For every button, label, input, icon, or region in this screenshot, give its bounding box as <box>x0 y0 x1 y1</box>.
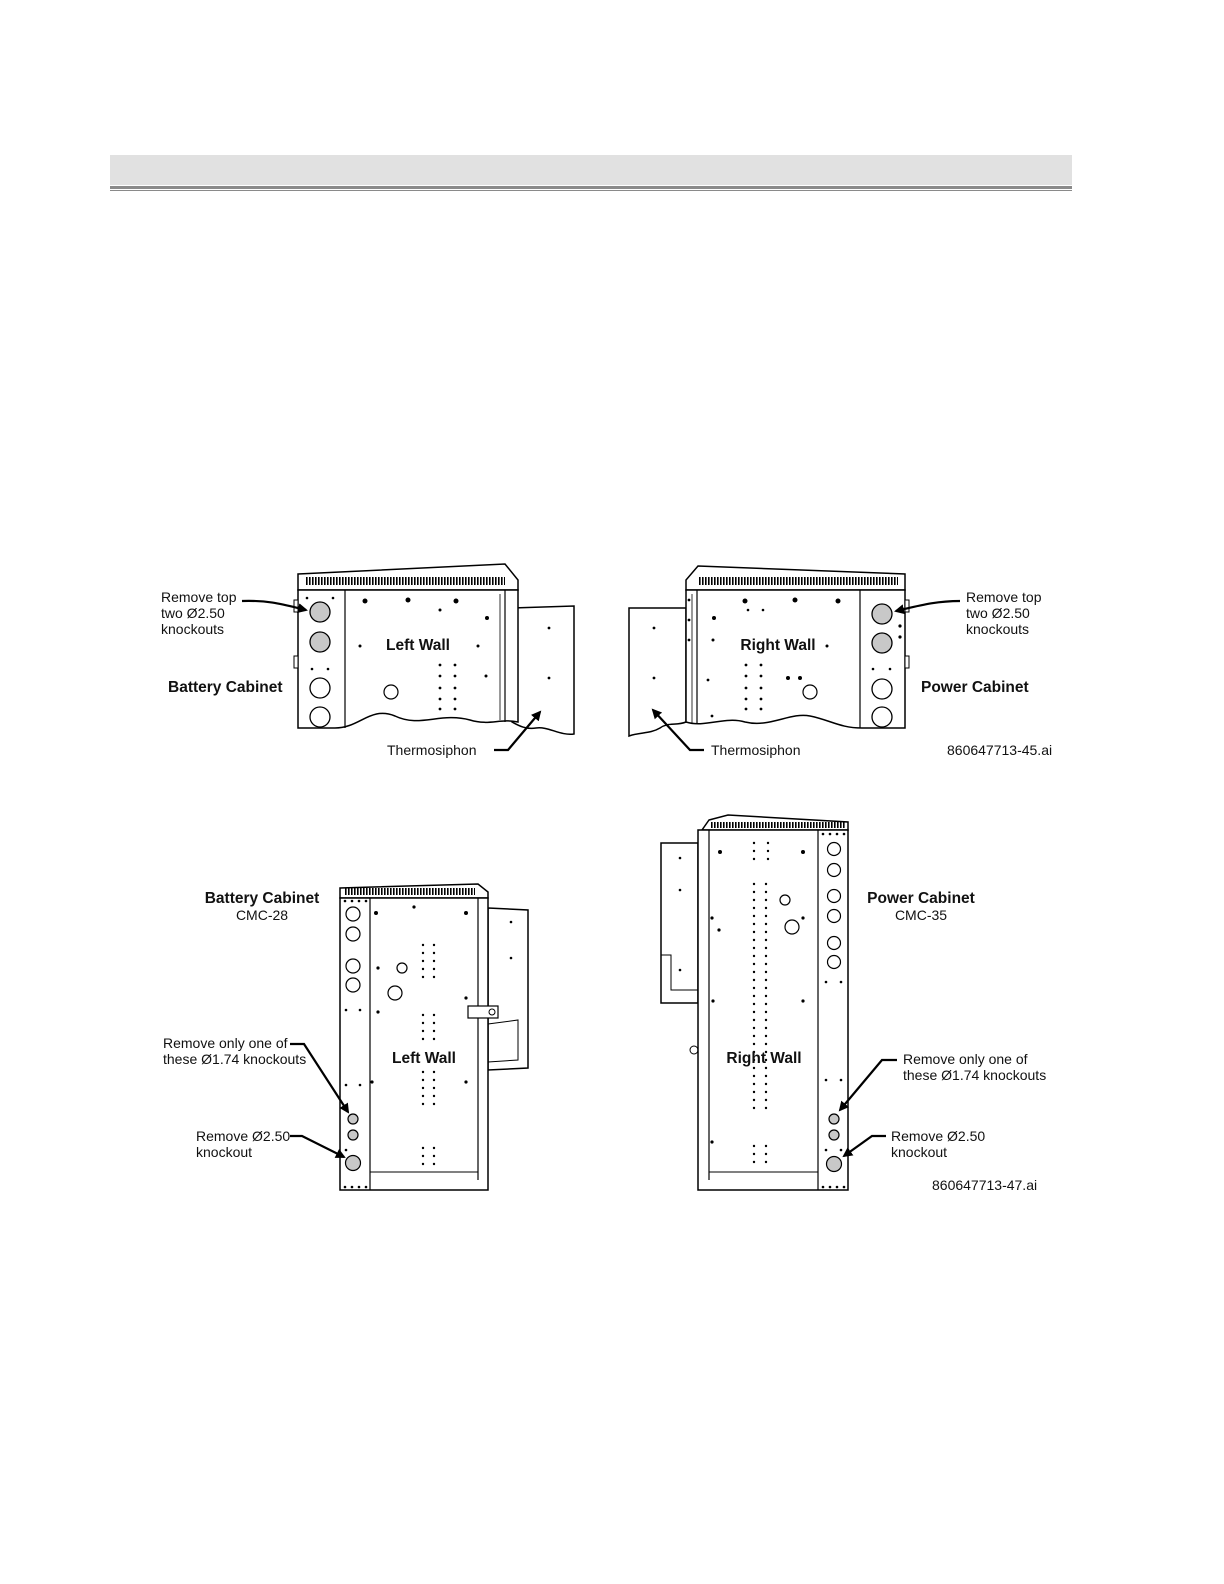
bolt-hole-dot <box>753 963 755 965</box>
bolt-hole-dot <box>765 947 767 949</box>
bolt-hole-dot <box>753 1019 755 1021</box>
bolt-hole-dot <box>753 1161 755 1163</box>
bolt-hole-dot <box>753 1083 755 1085</box>
bolt-hole-dot <box>765 1107 767 1109</box>
bottom-right-wall-label: Right Wall <box>726 1050 802 1067</box>
bolt-hole-dot <box>765 1161 767 1163</box>
bottom-right-cabinet-label: Power Cabinet <box>867 890 975 907</box>
top-left-wall-label: Left Wall <box>385 637 451 654</box>
bolt-hole-dot <box>765 891 767 893</box>
bolt-hole-dot <box>765 971 767 973</box>
bolt-hole-dot <box>753 987 755 989</box>
bolt-hole-dot <box>765 955 767 957</box>
top-figure-id: 860647713-45.ai <box>947 742 1053 758</box>
top-left-cabinet-label: Battery Cabinet <box>168 679 283 696</box>
bolt-hole-dot <box>765 1067 767 1069</box>
bolt-hole-dot <box>753 1145 755 1147</box>
bolt-hole-dot <box>765 987 767 989</box>
bottom-right-single-callout-line1: Remove Ø2.50 <box>891 1128 986 1144</box>
top-right-wall-label: Right Wall <box>740 637 816 654</box>
bolt-hole-dot <box>753 939 755 941</box>
bolt-hole-dot <box>753 1153 755 1155</box>
bolt-hole-dot <box>765 963 767 965</box>
bottom-right-single-callout-line2: knockout <box>891 1144 948 1160</box>
bottom-left-cabinet-drawing <box>340 884 528 1190</box>
top-left-knockout-callout-line3: knockouts <box>161 621 225 637</box>
top-right-thermosiphon-label: Thermosiphon <box>711 742 801 758</box>
bolt-hole-dot <box>753 907 755 909</box>
bottom-left-single-callout-line2: knockout <box>196 1144 253 1160</box>
bolt-hole-dot <box>765 995 767 997</box>
bolt-hole-dot <box>753 979 755 981</box>
bolt-hole-dot <box>753 923 755 925</box>
bolt-hole-dot <box>765 883 767 885</box>
bottom-figure-id: 860647713-47.ai <box>932 1177 1038 1193</box>
bolt-hole-dot <box>765 1153 767 1155</box>
top-left-knockout-callout-line1: Remove top <box>161 589 237 605</box>
bolt-hole-dot <box>753 1011 755 1013</box>
bolt-hole-dot <box>753 883 755 885</box>
bottom-right-single-arrow <box>844 1136 886 1156</box>
bottom-right-cabinet-model: CMC-35 <box>894 907 948 923</box>
bolt-hole-dot <box>765 1075 767 1077</box>
bottom-right-cabinet-drawing <box>661 815 848 1190</box>
bolt-hole-dot <box>765 1035 767 1037</box>
bottom-left-cabinet-label: Battery Cabinet <box>204 890 320 907</box>
bolt-hole-dot <box>753 1027 755 1029</box>
bolt-hole-dot <box>765 1011 767 1013</box>
bolt-hole-dot <box>753 1035 755 1037</box>
bolt-hole-dot <box>753 971 755 973</box>
bolt-hole-dot <box>765 899 767 901</box>
top-left-thermosiphon-label: Thermosiphon <box>387 742 477 758</box>
bolt-hole-dot <box>765 907 767 909</box>
top-right-cabinet-label: Power Cabinet <box>921 679 1029 696</box>
bolt-hole-dot <box>753 1091 755 1093</box>
bolt-hole-dot <box>765 931 767 933</box>
bolt-hole-dot <box>753 1067 755 1069</box>
bolt-hole-dot <box>753 891 755 893</box>
bolt-hole-dot <box>753 1043 755 1045</box>
bolt-hole-dot <box>765 1091 767 1093</box>
top-right-knockout-callout-line3: knockouts <box>966 621 1030 637</box>
bolt-hole-dot <box>753 955 755 957</box>
top-right-knockout-callout-line2: two Ø2.50 <box>966 605 1030 621</box>
bolt-hole-dot <box>753 1099 755 1101</box>
bolt-hole-dot <box>753 899 755 901</box>
bolt-hole-dot <box>765 979 767 981</box>
bolt-hole-dot <box>753 1075 755 1077</box>
bolt-hole-dot <box>765 1003 767 1005</box>
bolt-hole-dot <box>753 995 755 997</box>
bottom-left-cabinet-model: CMC-28 <box>235 907 289 923</box>
bolt-hole-dot <box>765 923 767 925</box>
top-right-knockout-callout-line1: Remove top <box>966 589 1042 605</box>
bolt-hole-dot <box>753 931 755 933</box>
bolt-hole-dot <box>765 939 767 941</box>
bottom-left-single-arrow <box>290 1136 344 1157</box>
bottom-left-single-callout-line1: Remove Ø2.50 <box>196 1128 291 1144</box>
top-left-knockout-callout-line2: two Ø2.50 <box>161 605 225 621</box>
bolt-hole-dot <box>765 1019 767 1021</box>
bolt-hole-dot <box>753 947 755 949</box>
bolt-hole-dot <box>753 1003 755 1005</box>
bolt-hole-dot <box>765 1145 767 1147</box>
bolt-hole-dot <box>765 1083 767 1085</box>
bolt-hole-dot <box>765 915 767 917</box>
bottom-left-one-of-callout-line1: Remove only one of <box>163 1035 288 1051</box>
bottom-right-one-of-callout-line2: these Ø1.74 knockouts <box>903 1067 1047 1083</box>
bolt-hole-dot <box>765 1027 767 1029</box>
bolt-hole-dot <box>753 915 755 917</box>
bottom-right-one-of-callout-line1: Remove only one of <box>903 1051 1028 1067</box>
bottom-left-one-of-callout-line2: these Ø1.74 knockouts <box>163 1051 307 1067</box>
bolt-hole-dot <box>765 1099 767 1101</box>
bolt-hole-dot <box>753 1107 755 1109</box>
bottom-left-wall-label: Left Wall <box>391 1050 457 1067</box>
bolt-hole-dot <box>765 1043 767 1045</box>
